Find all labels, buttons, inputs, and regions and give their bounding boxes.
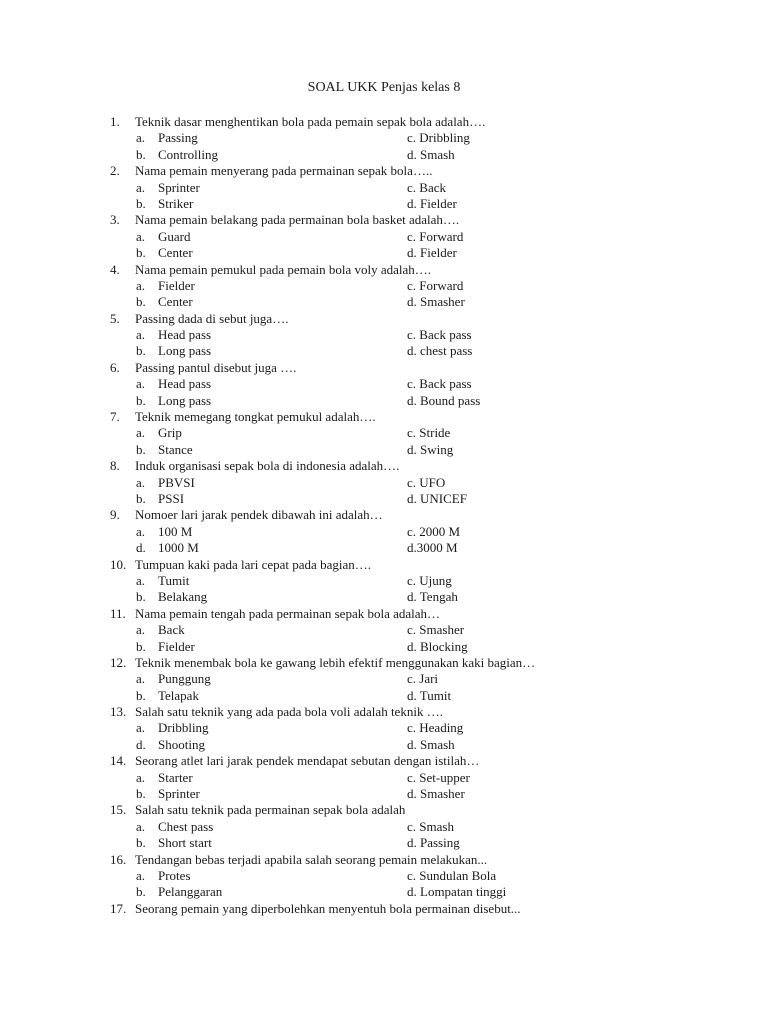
option-letter: a. bbox=[136, 425, 146, 441]
question-number: 1. bbox=[110, 114, 120, 129]
option-letter: a. bbox=[136, 818, 146, 834]
option-text: Starter bbox=[158, 769, 193, 785]
option-letter: a. bbox=[136, 130, 146, 146]
question-text: Nama pemain belakang pada permainan bola basket adalah…. bbox=[135, 212, 460, 228]
option-row bbox=[0, 688, 768, 704]
option-row bbox=[0, 491, 768, 507]
option-right: c. Set-upper bbox=[407, 769, 470, 785]
question-line bbox=[0, 852, 768, 868]
option-row bbox=[0, 835, 768, 851]
option-text: PSSI bbox=[158, 490, 185, 506]
question-line bbox=[0, 507, 768, 523]
option-row bbox=[0, 524, 768, 540]
question-line bbox=[0, 606, 768, 622]
option-row bbox=[0, 589, 768, 605]
question-number: 6. bbox=[110, 359, 120, 375]
question-line bbox=[0, 114, 768, 130]
question-text: Passing pantul disebut juga …. bbox=[135, 359, 297, 375]
option-text: PBVSI bbox=[158, 474, 195, 490]
question-number: 9. bbox=[110, 507, 120, 523]
question-list bbox=[0, 114, 768, 917]
option-row bbox=[0, 180, 768, 196]
question-text: Nama pemain tengah pada permainan sepak bola adalah… bbox=[135, 605, 441, 621]
question-line bbox=[0, 409, 768, 425]
option-text: Sprinter bbox=[158, 786, 200, 802]
question-number: 4. bbox=[110, 261, 120, 277]
option-row bbox=[0, 343, 768, 359]
option-row bbox=[0, 130, 768, 146]
option-letter: b. bbox=[136, 490, 146, 506]
option-row bbox=[0, 573, 768, 589]
question-5 bbox=[0, 311, 768, 360]
option-letter: b. bbox=[136, 146, 146, 162]
question-15 bbox=[0, 802, 768, 851]
option-right: d.3000 M bbox=[407, 540, 458, 556]
option-right: c. Jari bbox=[407, 671, 439, 687]
option-row bbox=[0, 884, 768, 900]
question-text: Teknik menembak bola ke gawang lebih efektif menggunakan kaki bagian… bbox=[135, 654, 536, 670]
question-11 bbox=[0, 606, 768, 655]
option-text: Center bbox=[158, 294, 193, 310]
option-text: Protes bbox=[158, 867, 191, 883]
question-17 bbox=[0, 901, 768, 917]
option-right: c. Back pass bbox=[407, 376, 472, 392]
option-text: Punggung bbox=[158, 671, 211, 687]
option-row bbox=[0, 540, 768, 556]
option-text: Passing bbox=[158, 130, 198, 146]
option-row bbox=[0, 671, 768, 687]
question-12 bbox=[0, 655, 768, 704]
option-letter: a. bbox=[136, 327, 146, 343]
option-text: Long pass bbox=[158, 392, 212, 408]
option-text: Stance bbox=[158, 441, 193, 457]
question-13 bbox=[0, 704, 768, 753]
option-letter: a. bbox=[136, 720, 146, 736]
question-text: Nama pemain pemukul pada pemain bola voly adalah…. bbox=[135, 261, 432, 277]
option-text: Chest pass bbox=[158, 818, 214, 834]
option-letter: a. bbox=[136, 671, 146, 687]
question-16 bbox=[0, 852, 768, 901]
option-right: d. Smash bbox=[407, 736, 455, 752]
option-right: c. UFO bbox=[407, 474, 446, 490]
option-text: Guard bbox=[158, 228, 191, 244]
question-text: Seorang pemain yang diperbolehkan menyentuh bola permainan disebut... bbox=[135, 900, 521, 916]
question-number: 13. bbox=[110, 704, 127, 720]
option-row bbox=[0, 720, 768, 736]
option-text: Tumit bbox=[158, 572, 190, 588]
option-text: Controlling bbox=[158, 146, 218, 162]
question-number: 10. bbox=[110, 556, 127, 572]
option-letter: b. bbox=[136, 245, 146, 261]
option-row bbox=[0, 737, 768, 753]
question-number: 8. bbox=[110, 458, 120, 474]
question-text: Tumpuan kaki pada lari cepat pada bagian…. bbox=[135, 556, 371, 572]
option-text: Dribbling bbox=[158, 720, 209, 736]
option-letter: a. bbox=[136, 622, 146, 638]
page-title: SOAL UKK Penjas kelas 8 bbox=[307, 80, 461, 95]
option-right: d. Blocking bbox=[407, 638, 468, 654]
question-line bbox=[0, 704, 768, 720]
option-text: Telapak bbox=[158, 687, 199, 703]
question-line bbox=[0, 557, 768, 573]
option-row bbox=[0, 294, 768, 310]
option-text: 100 M bbox=[158, 523, 193, 539]
option-row bbox=[0, 245, 768, 261]
question-14 bbox=[0, 753, 768, 802]
question-4 bbox=[0, 262, 768, 311]
question-line bbox=[0, 753, 768, 769]
question-text: Seorang atlet lari jarak pendek mendapat sebutan dengan istilah… bbox=[135, 753, 480, 769]
option-text: Pelanggaran bbox=[158, 884, 223, 900]
question-line bbox=[0, 901, 768, 917]
question-line bbox=[0, 360, 768, 376]
option-right: d. chest pass bbox=[407, 343, 473, 359]
option-right: d. Tumit bbox=[407, 687, 452, 703]
option-right: c. Smasher bbox=[407, 622, 465, 638]
option-text: Back bbox=[158, 622, 185, 638]
option-right: d. Passing bbox=[407, 835, 460, 851]
option-right: d. Tengah bbox=[407, 589, 458, 605]
option-right: d. Swing bbox=[407, 441, 454, 457]
option-row bbox=[0, 393, 768, 409]
question-10 bbox=[0, 557, 768, 606]
option-letter: a. bbox=[136, 179, 146, 195]
option-row bbox=[0, 425, 768, 441]
option-right: c. Forward bbox=[407, 277, 464, 293]
option-letter: b. bbox=[136, 195, 146, 211]
option-text: Striker bbox=[158, 195, 194, 211]
question-text: Tendangan bebas terjadi apabila salah seorang pemain melakukan... bbox=[135, 851, 488, 867]
option-row bbox=[0, 376, 768, 392]
question-number: 14. bbox=[110, 753, 127, 769]
question-number: 17. bbox=[110, 900, 127, 916]
option-letter: a. bbox=[136, 376, 146, 392]
option-right: c. Sundulan Bola bbox=[407, 867, 497, 883]
option-row bbox=[0, 442, 768, 458]
option-right: c. Back pass bbox=[407, 327, 472, 343]
option-right: d. Fielder bbox=[407, 245, 457, 261]
option-text: Short start bbox=[158, 835, 212, 851]
question-text: Induk organisasi sepak bola di indonesia adalah…. bbox=[135, 458, 400, 474]
option-letter: d. bbox=[136, 540, 146, 556]
question-number: 16. bbox=[110, 851, 127, 867]
option-text: Belakang bbox=[158, 589, 208, 605]
question-text: Teknik memegang tongkat pemukul adalah…. bbox=[135, 409, 376, 425]
option-text: 1000 M bbox=[158, 540, 199, 556]
question-text: Salah satu teknik yang ada pada bola voli adalah teknik …. bbox=[135, 704, 443, 720]
option-right: d. Bound pass bbox=[407, 392, 481, 408]
option-letter: a. bbox=[136, 769, 146, 785]
question-line bbox=[0, 458, 768, 474]
option-row bbox=[0, 770, 768, 786]
option-letter: b. bbox=[136, 687, 146, 703]
question-3 bbox=[0, 212, 768, 261]
option-text: Shooting bbox=[158, 736, 205, 752]
option-row bbox=[0, 229, 768, 245]
question-line bbox=[0, 262, 768, 278]
question-number: 7. bbox=[110, 409, 120, 425]
option-text: Center bbox=[158, 245, 193, 261]
question-2 bbox=[0, 163, 768, 212]
option-letter: a. bbox=[136, 572, 146, 588]
option-right: d. Smasher bbox=[407, 294, 465, 310]
option-row bbox=[0, 622, 768, 638]
option-letter: b. bbox=[136, 786, 146, 802]
option-letter: a. bbox=[136, 523, 146, 539]
option-row bbox=[0, 327, 768, 343]
question-text: Passing dada di sebut juga…. bbox=[135, 310, 289, 326]
option-text: Sprinter bbox=[158, 179, 200, 195]
option-row bbox=[0, 147, 768, 163]
option-letter: b. bbox=[136, 392, 146, 408]
option-letter: a. bbox=[136, 474, 146, 490]
question-line bbox=[0, 655, 768, 671]
option-letter: b. bbox=[136, 835, 146, 851]
option-right: c. Back bbox=[407, 179, 446, 195]
question-9 bbox=[0, 507, 768, 556]
option-right: c. Ujung bbox=[407, 572, 452, 588]
option-letter: a. bbox=[136, 228, 146, 244]
option-letter: a. bbox=[136, 867, 146, 883]
question-line bbox=[0, 802, 768, 818]
question-text: Nomoer lari jarak pendek dibawah ini adalah… bbox=[135, 507, 383, 523]
option-text: Grip bbox=[158, 425, 182, 441]
option-right: d. Smash bbox=[407, 146, 455, 162]
question-text: Salah satu teknik pada permainan sepak bola adalah bbox=[135, 802, 406, 818]
option-row bbox=[0, 786, 768, 802]
option-letter: b. bbox=[136, 884, 146, 900]
option-right: c. Forward bbox=[407, 228, 464, 244]
question-1 bbox=[0, 114, 768, 163]
option-text: Head pass bbox=[158, 327, 212, 343]
option-letter: b. bbox=[136, 589, 146, 605]
option-right: c. Heading bbox=[407, 720, 464, 736]
option-letter: d. bbox=[136, 736, 146, 752]
option-text: Fielder bbox=[158, 277, 195, 293]
option-letter: b. bbox=[136, 441, 146, 457]
option-row bbox=[0, 639, 768, 655]
question-6 bbox=[0, 360, 768, 409]
option-text: Head pass bbox=[158, 376, 212, 392]
question-line bbox=[0, 212, 768, 228]
option-letter: a. bbox=[136, 277, 146, 293]
option-right: d. Smasher bbox=[407, 786, 465, 802]
option-right: c. Stride bbox=[407, 425, 451, 441]
option-right: c. Smash bbox=[407, 818, 454, 834]
option-row bbox=[0, 196, 768, 212]
option-right: c. 2000 M bbox=[407, 523, 461, 539]
question-8 bbox=[0, 458, 768, 507]
question-text: Teknik dasar menghentikan bola pada pemain sepak bola adalah…. bbox=[135, 114, 486, 129]
question-number: 5. bbox=[110, 310, 120, 326]
option-text: Fielder bbox=[158, 638, 195, 654]
option-row bbox=[0, 868, 768, 884]
option-row bbox=[0, 819, 768, 835]
question-7 bbox=[0, 409, 768, 458]
question-number: 11. bbox=[110, 605, 126, 621]
question-number: 3. bbox=[110, 212, 120, 228]
question-line bbox=[0, 311, 768, 327]
option-text: Long pass bbox=[158, 343, 212, 359]
option-letter: b. bbox=[136, 343, 146, 359]
option-row bbox=[0, 475, 768, 491]
question-text: Nama pemain menyerang pada permainan sepak bola….. bbox=[135, 163, 433, 179]
option-right: d. Lompatan tinggi bbox=[407, 884, 507, 900]
option-letter: b. bbox=[136, 294, 146, 310]
option-row bbox=[0, 278, 768, 294]
option-letter: b. bbox=[136, 638, 146, 654]
question-number: 12. bbox=[110, 654, 127, 670]
question-number: 2. bbox=[110, 163, 120, 179]
option-right: d. UNICEF bbox=[407, 490, 467, 506]
option-right: c. Dribbling bbox=[407, 130, 470, 146]
question-line bbox=[0, 163, 768, 179]
option-right: d. Fielder bbox=[407, 195, 457, 211]
question-number: 15. bbox=[110, 802, 127, 818]
